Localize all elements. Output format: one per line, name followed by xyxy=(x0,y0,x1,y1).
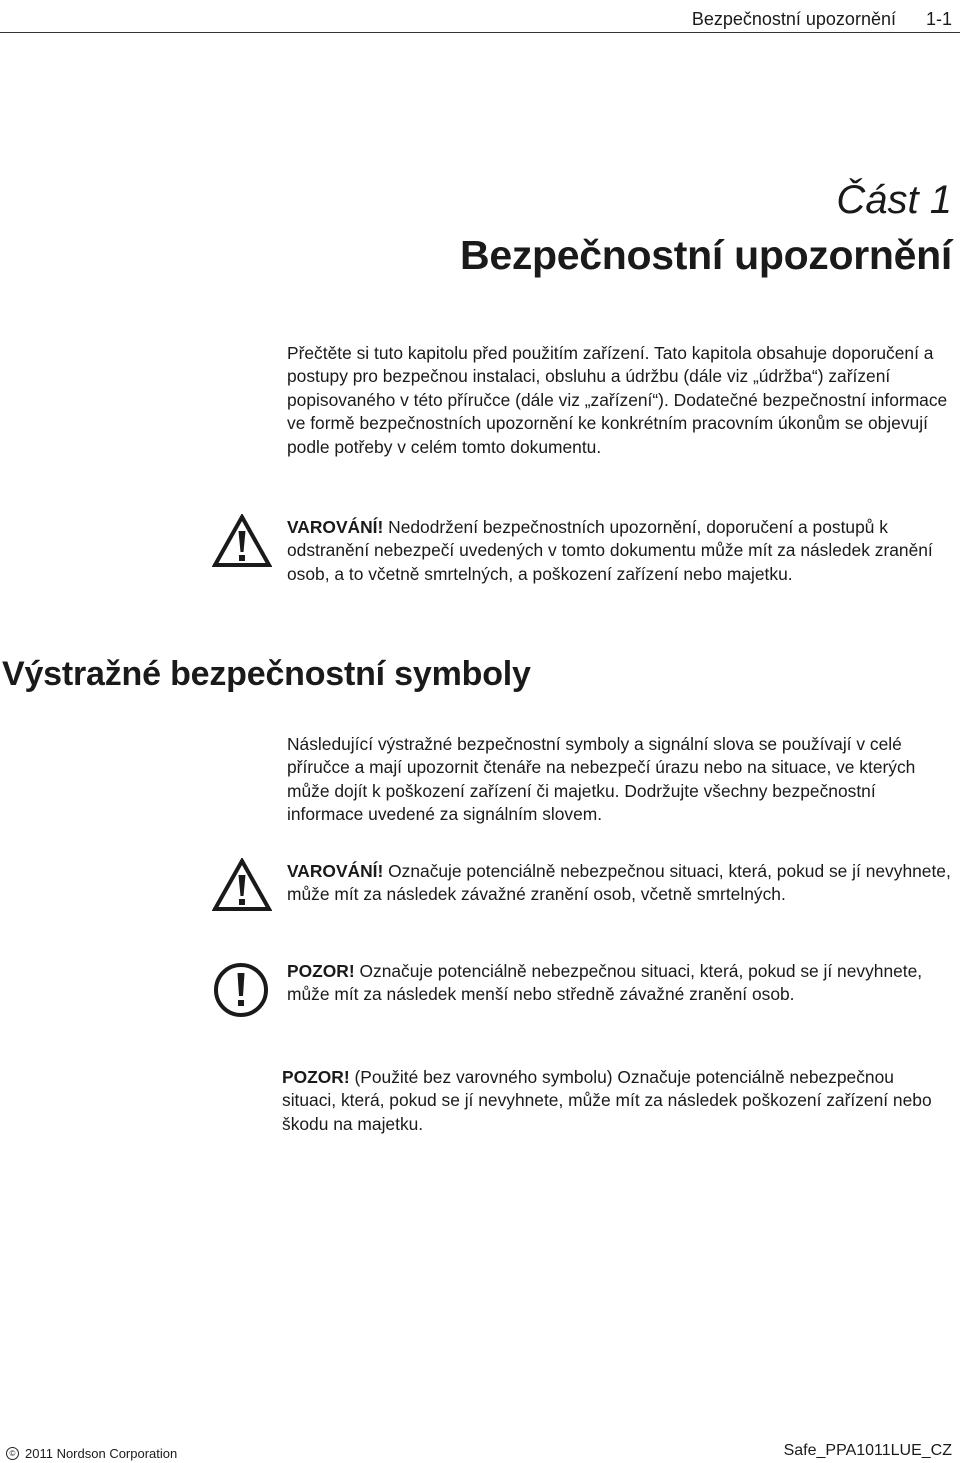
warning-triangle-icon xyxy=(212,858,272,912)
copyright-text: 2011 Nordson Corporation xyxy=(25,1446,178,1461)
symbol-caution-nosymbol-notice xyxy=(282,1066,932,1136)
header-rule xyxy=(0,32,960,33)
signal-word-caution-nosymbol: POZOR! xyxy=(282,1067,350,1087)
copyright-icon: © xyxy=(6,1447,19,1460)
warning-text: Nedodržení bezpečnostních upozornění, doporučení a postupů k odstranění nebezpečí uvedených v tomto dokumentu může mít za následek zranění osob, a to včetně smrtelných, a poškození zařízení nebo majetku. xyxy=(287,517,933,584)
warning-signal-word: VAROVÁNÍ! xyxy=(287,517,384,537)
part-label: Část 1 xyxy=(836,178,952,222)
symbol-caution-text: Označuje potenciálně nebezpečnou situaci, která, pokud se jí nevyhnete, může mít za následek menší nebo středně závažné zranění osob. xyxy=(287,961,923,1005)
footer-copyright xyxy=(6,1446,177,1461)
chapter-title: Bezpečnostní upozornění xyxy=(460,232,952,278)
intro-paragraph: Přečtěte si tuto kapitolu před použitím zařízení. Tato kapitola obsahuje doporučení a postupy pro bezpečnou instalaci, obsluhu a údržbu (dále viz „údržba“) zařízení popisovaného v této příručce (dále viz „zařízení“). Dodatečné bezpečnostní informace ve formě bezpečnostních upozornění ke konkrétním pracovním úkonům se objevují podle potřeby v celém tomto dokumentu. xyxy=(287,343,948,457)
footer-doc-id: Safe_PPA1011LUE_CZ xyxy=(783,1442,952,1459)
page-number: 1-1 xyxy=(925,9,952,29)
symbol-warning-text: Označuje potenciálně nebezpečnou situaci, která, pokud se jí nevyhnete, může mít za následek závažné zranění osob, včetně smrtelných. xyxy=(287,861,951,905)
symbol-caution-nosymbol-text: (Použité bez varovného symbolu) Označuje potenciálně nebezpečnou situaci, která, pokud se jí nevyhnete, může mít za následek poškození zařízení nebo škodu na majetku. xyxy=(282,1067,932,1134)
intro-warning xyxy=(287,516,955,586)
symbol-warning-notice xyxy=(287,860,955,907)
section-intro-paragraph: Následující výstražné bezpečnostní symboly a signální slova se používají v celé příručce a mají upozornit čtenáře na nebezpečí úrazu nebo na situace, ve kterých může dojít k poškození zařízení či majetku. Dodržujte všechny bezpečnostní informace uvedené za signálním slovem. xyxy=(287,734,916,825)
header-title: Bezpečnostní upozornění xyxy=(691,9,896,29)
section-title: Výstražné bezpečnostní symboly xyxy=(2,655,531,693)
signal-word-caution: POZOR! xyxy=(287,961,355,981)
caution-circle-icon xyxy=(213,962,269,1018)
symbol-caution-notice xyxy=(287,960,955,1007)
signal-word-warning: VAROVÁNÍ! xyxy=(287,861,384,881)
running-header xyxy=(692,0,952,30)
warning-triangle-icon xyxy=(212,514,272,568)
